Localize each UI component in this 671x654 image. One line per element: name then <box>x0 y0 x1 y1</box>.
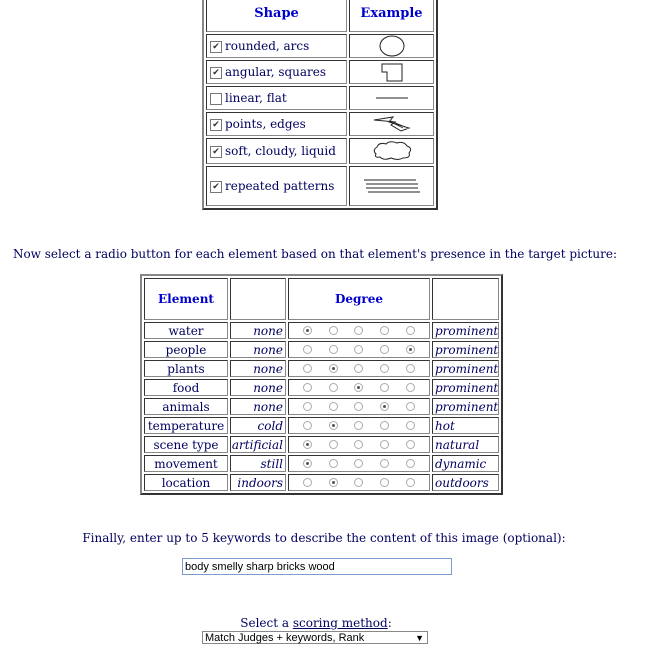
degree-radio-1[interactable] <box>303 345 312 354</box>
keywords-instruction: Finally, enter up to 5 keywords to describe the content of this image (optional): <box>82 531 566 545</box>
shape-cell <box>206 166 347 206</box>
low-label: none <box>230 322 286 339</box>
shape-header: Shape <box>206 0 347 32</box>
high-label: prominent <box>432 398 499 415</box>
element-row <box>144 360 499 377</box>
element-row <box>144 417 499 434</box>
degree-radios <box>288 360 430 377</box>
scoring-label-suffix: : <box>387 616 392 630</box>
lightning-icon <box>349 112 434 136</box>
element-row <box>144 322 499 339</box>
degree-radio-1[interactable] <box>303 440 312 449</box>
scoring-label <box>0 616 632 630</box>
degree-radio-1[interactable] <box>303 364 312 373</box>
degree-radio-1[interactable] <box>303 402 312 411</box>
degree-radio-2[interactable] <box>329 383 338 392</box>
degree-radio-3[interactable] <box>354 345 363 354</box>
element-name: location <box>144 474 228 491</box>
shape-row <box>206 86 434 110</box>
high-label: natural <box>432 436 499 453</box>
degree-radio-5[interactable] <box>406 383 415 392</box>
shape-checkbox[interactable]: ✔ <box>210 41 222 53</box>
degree-radio-3[interactable] <box>354 459 363 468</box>
degree-radio-4[interactable] <box>380 383 389 392</box>
shape-cell <box>206 60 347 84</box>
degree-radio-4[interactable] <box>380 421 389 430</box>
shape-row <box>206 34 434 58</box>
circle-icon <box>349 34 434 58</box>
degree-radio-4[interactable] <box>380 345 389 354</box>
degree-radio-1[interactable] <box>303 459 312 468</box>
square-icon <box>349 60 434 84</box>
scoring-label-prefix: Select a <box>240 616 293 630</box>
degree-radio-3[interactable] <box>354 402 363 411</box>
shape-label: soft, cloudy, liquid <box>225 144 336 158</box>
shape-checkbox[interactable]: ✔ <box>210 119 222 131</box>
degree-radios <box>288 322 430 339</box>
low-label: none <box>230 379 286 396</box>
degree-radio-2[interactable] <box>329 402 338 411</box>
element-row <box>144 398 499 415</box>
low-label: indoors <box>230 474 286 491</box>
high-label: prominent <box>432 379 499 396</box>
high-label: prominent <box>432 322 499 339</box>
degree-radio-5[interactable] <box>406 440 415 449</box>
degree-radio-3[interactable] <box>354 421 363 430</box>
degree-radios <box>288 455 430 472</box>
shape-row <box>206 60 434 84</box>
shape-label: linear, flat <box>225 91 287 105</box>
shape-row <box>206 112 434 136</box>
degree-radio-2[interactable] <box>329 345 338 354</box>
keywords-input[interactable] <box>182 558 452 575</box>
degree-radios <box>288 379 430 396</box>
shape-row <box>206 138 434 164</box>
element-row <box>144 474 499 491</box>
shape-label: angular, squares <box>225 65 327 79</box>
shape-label: rounded, arcs <box>225 39 310 53</box>
low-label: artificial <box>230 436 286 453</box>
blank-header-left <box>230 278 286 320</box>
degree-radio-4[interactable] <box>380 364 389 373</box>
blank-header-right <box>432 278 499 320</box>
degree-radio-4[interactable] <box>380 459 389 468</box>
degree-radio-1[interactable] <box>303 421 312 430</box>
stripes-icon <box>349 166 434 206</box>
line-icon <box>349 86 434 110</box>
element-name: people <box>144 341 228 358</box>
high-label: outdoors <box>432 474 499 491</box>
degree-radio-5[interactable] <box>406 345 415 354</box>
low-label: none <box>230 360 286 377</box>
dropdown-arrow-icon: ▼ <box>415 633 424 643</box>
degree-header: Degree <box>288 278 430 320</box>
shape-row <box>206 166 434 206</box>
degree-radio-2[interactable] <box>329 459 338 468</box>
degree-radios <box>288 398 430 415</box>
element-row <box>144 436 499 453</box>
shape-label: repeated patterns <box>225 179 335 193</box>
degree-radio-5[interactable] <box>406 421 415 430</box>
degree-radio-5[interactable] <box>406 459 415 468</box>
shape-checkbox[interactable]: ✔ <box>210 146 222 158</box>
degree-radio-5[interactable] <box>406 364 415 373</box>
cloud-icon <box>349 138 434 164</box>
element-row <box>144 455 499 472</box>
degree-radio-3[interactable] <box>354 364 363 373</box>
degree-radio-5[interactable] <box>406 478 415 487</box>
element-table <box>140 274 503 495</box>
degree-radio-2[interactable] <box>329 364 338 373</box>
degree-radio-3[interactable] <box>354 478 363 487</box>
low-label: none <box>230 398 286 415</box>
element-row <box>144 341 499 358</box>
degree-radio-4[interactable] <box>380 440 389 449</box>
degree-radio-4[interactable] <box>380 326 389 335</box>
element-name: scene type <box>144 436 228 453</box>
degree-radio-2[interactable] <box>329 478 338 487</box>
degree-radio-4[interactable] <box>380 478 389 487</box>
element-name: plants <box>144 360 228 377</box>
degree-radio-3[interactable] <box>354 383 363 392</box>
element-row <box>144 379 499 396</box>
degree-radio-1[interactable] <box>303 326 312 335</box>
shape-table <box>202 0 438 210</box>
shape-cell <box>206 138 347 164</box>
degree-radio-1[interactable] <box>303 478 312 487</box>
shape-cell <box>206 34 347 58</box>
high-label: dynamic <box>432 455 499 472</box>
low-label: still <box>230 455 286 472</box>
high-label: prominent <box>432 360 499 377</box>
degree-radio-3[interactable] <box>354 440 363 449</box>
scoring-method-select[interactable] <box>202 631 428 644</box>
element-header: Element <box>144 278 228 320</box>
element-name: animals <box>144 398 228 415</box>
degree-radios <box>288 417 430 434</box>
scoring-method-link[interactable]: scoring method <box>292 616 388 630</box>
shape-checkbox[interactable] <box>210 93 222 105</box>
low-label: none <box>230 341 286 358</box>
element-name: movement <box>144 455 228 472</box>
shape-label: points, edges <box>225 117 306 131</box>
shape-checkbox[interactable]: ✔ <box>210 181 222 193</box>
radio-instruction: Now select a radio button for each element based on that element's presence in the target picture: <box>12 247 618 261</box>
degree-radios <box>288 341 430 358</box>
degree-radio-4[interactable] <box>380 402 389 411</box>
low-label: cold <box>230 417 286 434</box>
shape-cell <box>206 86 347 110</box>
element-name: temperature <box>144 417 228 434</box>
element-name: food <box>144 379 228 396</box>
scoring-selected-value: Match Judges + keywords, Rank <box>205 632 365 644</box>
shape-checkbox[interactable]: ✔ <box>210 67 222 79</box>
degree-radio-1[interactable] <box>303 383 312 392</box>
degree-radios <box>288 474 430 491</box>
high-label: hot <box>432 417 499 434</box>
element-name: water <box>144 322 228 339</box>
degree-radio-2[interactable] <box>329 326 338 335</box>
degree-radio-5[interactable] <box>406 326 415 335</box>
degree-radios <box>288 436 430 453</box>
degree-radio-2[interactable] <box>329 421 338 430</box>
degree-radio-2[interactable] <box>329 440 338 449</box>
degree-radio-3[interactable] <box>354 326 363 335</box>
degree-radio-5[interactable] <box>406 402 415 411</box>
shape-cell <box>206 112 347 136</box>
high-label: prominent <box>432 341 499 358</box>
example-header: Example <box>349 0 434 32</box>
